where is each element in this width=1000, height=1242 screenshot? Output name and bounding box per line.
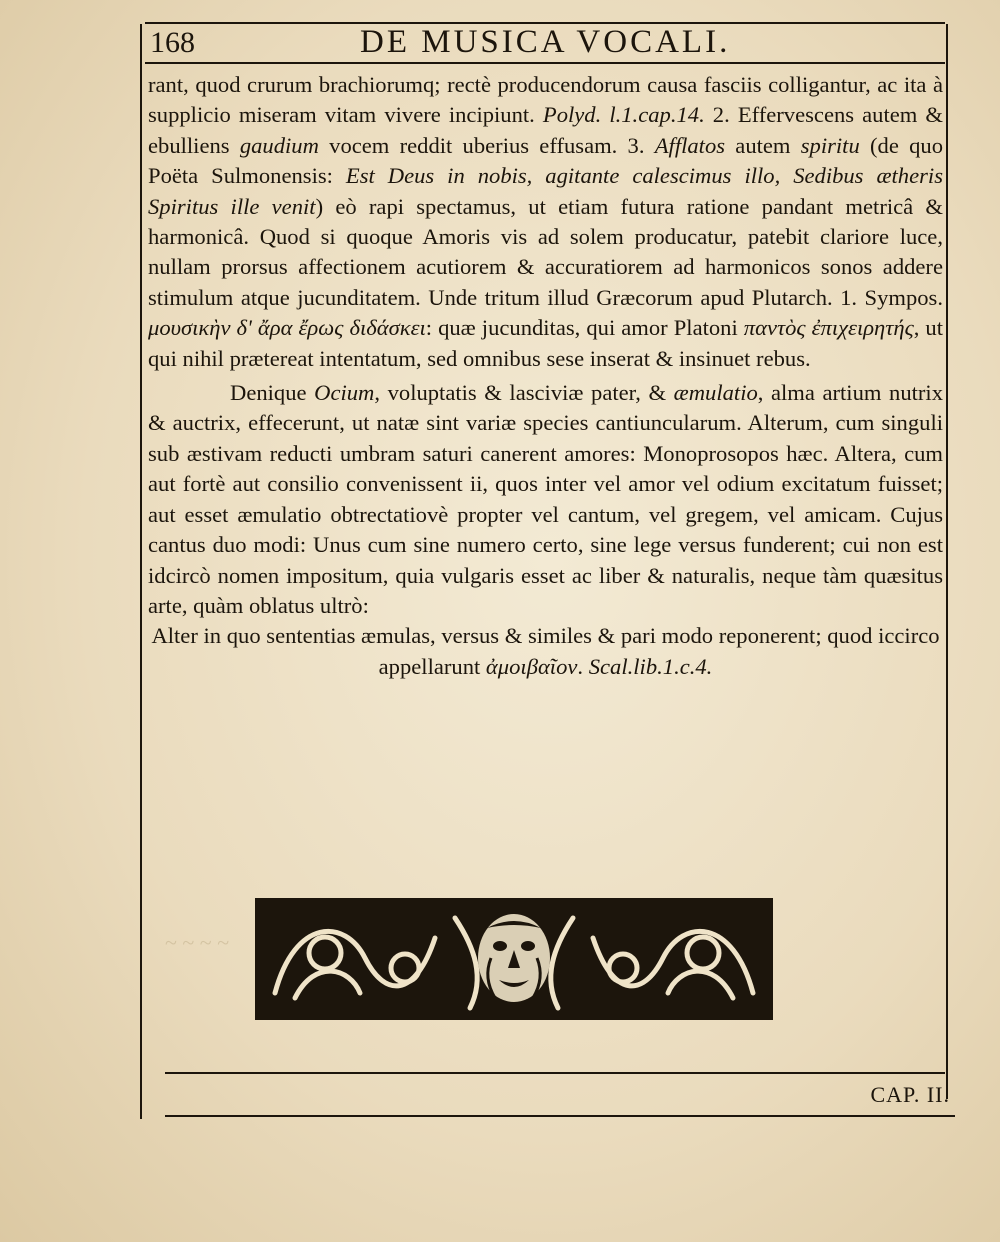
body-text <box>148 70 943 682</box>
foliate-mask-headpiece-icon <box>255 898 773 1020</box>
bleed-through-text: ~ ~ ~ ~ <box>165 930 230 955</box>
paragraph-1: rant, quod crurum brachiorumq; rectè producendorum causa fasciis colligantur, ac ita à supplicio miseram vitam vivere incipiunt. Polyd. l.1.cap.14. 2. Effervescens autem & ebulliens gaudium vocem reddit uberius effusam. 3. Afflatos autem spiritu (de quo Poëta Sulmonensis: Est Deus in nobis, agitante calescimus illo, Sedibus ætheris Spiritus ille venit) eò rapi spectamus, ut etiam futura ratione pandant metricâ & harmonicâ. Quod si quoque Amoris vis ad solem producatur, patebit clariore luce, nullam prorsus affectionem acutiorem & accuratiorem ad harmonicos sonos addere stimulum atque jucunditatem. Unde tritum illud Græcorum apud Plutarch. 1. Sympos. μουσικὴν δ' ἄρα ἔρως διδάσκει: quæ jucunditas, qui amor Platoni παντὸς ἐπιχειρητής, ut qui nihil prætereat intentatum, sed omnibus sese inserat & insinuet rebus. <box>148 72 944 371</box>
greek-term: ἀμοιβαῖον <box>485 653 578 679</box>
emphasis: Afflatos <box>654 132 726 158</box>
emphasis: Ocium <box>314 380 375 406</box>
emphasis: æmulatio <box>673 380 758 406</box>
paragraph-2-tail: Alter in quo sententias æmulas, versus & similes & pari modo reponerent; quod iccirco appellarunt ἀμοιβαῖον. Scal.lib.1.c.4. <box>151 623 940 679</box>
greek-quotation: παντὸς ἐπιχειρητής <box>743 315 914 341</box>
header-underline <box>145 62 945 64</box>
right-rule <box>946 24 948 1099</box>
bottom-rule-lower <box>165 1115 955 1117</box>
verse-quotation: Est Deus in nobis, agitante calescimus illo, Sedibus ætheris Spiritus ille venit <box>148 163 943 219</box>
emphasis: gaudium <box>239 132 319 158</box>
citation: Scal.lib.1.c.4. <box>588 653 713 679</box>
running-head <box>150 20 940 62</box>
citation: Polyd. l.1.cap.14. <box>542 102 705 128</box>
paragraph-2: Denique Ocium, voluptatis & lasciviæ pater, & æmulatio, alma artium nutrix & auctrix, effecerunt, ut natæ sint variæ species cantiuncularum. Alterum, cum singuli sub æstivam reducti umbram saturi canerent amores: Monoprosopos hæc. Altera, cum aut fortè aut consilio convenissent ii, quos inter vel amor vel odium excitatum fuisset; aut esset æmulatio obtrectatiovè propter vel cantum, vel gregem, vel amicam. Cujus cantus duo modi: Unus cum sine numero certo, sine lege versus funderent; cui non est idcircò nomen impositum, quia vulgaris esset ac liber & naturalis, neque tàm quæsitus arte, quàm oblatus ultrò: <box>148 380 943 618</box>
emphasis: spiritu <box>800 132 860 158</box>
greek-quotation: μουσικὴν δ' ἄρα ἔρως διδάσκει <box>148 315 426 341</box>
page-number: 168 <box>150 26 195 59</box>
catchword: CAP. II. <box>870 1082 950 1107</box>
bottom-rule <box>165 1072 945 1074</box>
page-title: DE MUSICA VOCALI. <box>360 24 731 60</box>
left-rule <box>140 24 142 1119</box>
